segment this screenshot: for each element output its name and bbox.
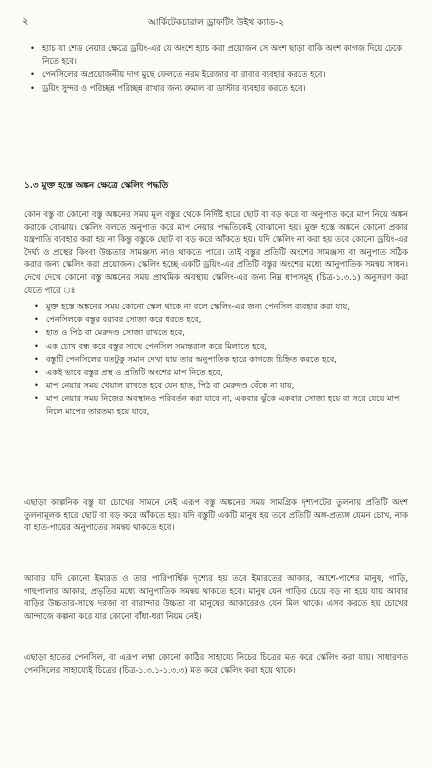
page-header <box>22 14 410 30</box>
tips-bullet-list <box>30 42 406 95</box>
list-item <box>30 42 406 67</box>
imaginary-object-paragraph: এছাড়া কাল্পনিক বস্তু যা চোখের সামনে নেই এরূপ বস্তু অঙ্কনের সময় সামগ্রিক দৃশ্যপটের তুলনায় প্রতিটি অংশ তুলনামূলক হারে ছোট বা বড় করে আঁকতে হয়। যদি বস্তুটি একটি মানুষ হয় তবে প্রতিটি অঙ্গ-প্রত্যঙ্গ যেমন চোখ, নাক বা হাত-পায়ের অনুপাতের সমন্বয় থাকতে হবে। <box>24 497 408 533</box>
bullet-icon: • <box>34 314 39 325</box>
list-item-text: মাপ নেয়ার সময় নিজের অবস্থানও পরিবর্তন করা যাবে না, একবার ঝুঁকে একবার সোজা হয়ে বা সরে যেয়ে মাপ নিলে মাপের তারতম্য হয়ে যাবে, <box>46 393 400 416</box>
list-item <box>34 392 406 417</box>
list-item <box>34 366 406 378</box>
list-item <box>34 300 406 312</box>
bullet-icon: • <box>30 82 35 93</box>
scaling-steps-list <box>34 300 406 418</box>
list-item-text: বস্তুটি পেনসিলের যতটুকু সমান দেখা যায় তার অনুপাতিক হারে কাগজে চিহ্নিত করতে হবে, <box>46 353 337 364</box>
bullet-icon: • <box>30 69 35 79</box>
running-title: আর্কিটেকচারাল ড্রাফটিং উইথ ক্যাড-২ <box>147 18 285 28</box>
list-item <box>34 340 406 352</box>
list-item-text: এক চোখ বন্ধ করে বস্তুর সাথে পেনসিল সমান্তরাল করে মিলাতে হবে, <box>46 340 267 351</box>
intro-paragraph: কোন বস্তু বা কোনো বস্তু অঙ্কনের সময় মূল বস্তুর থেকে নির্দিষ্ট হারে ছোট বা বড় করে বা অনুপাত করে মাপ নিয়ে অঙ্কন করাকে বোঝায়। স্কেলিং বলতে অনুপাত করে মাপ নেয়ার পদ্ধতিকেই বোঝানো হয়। মুক্ত হস্তে অঙ্কনে কোনো প্রকার যন্ত্রপাতি ব্যবহার করা হয় না কিন্তু বস্তুকে ছোট বা বড় করে আঁকতে হয়। যদি স্কেলিং না করা হয় তবে কোনো ড্রয়িং-এর দৈর্ঘ্য ও প্রস্থের কিংবা উচ্চতার সামঞ্জস্য নাও থাকতে পারে। তাই বস্তুর প্রতিটি অংশের সামঞ্জস্য বা অনুপাত সঠিক করার জন্য স্কেলিং করা প্রয়োজন। স্কেলিং হচ্ছে একটি ড্রয়িং-এর প্রতিটি বস্তুর অংশের মধ্যে আনুপাতিক সমন্বয় সাধন। দেখে দেখে কোনো বস্তু অঙ্কনের সময় প্রাথমিক অবস্থায় স্কেলিং-এর জন্য নিম্ন ধাপসমূহ (চিত্র-১.৩.১) অনুসরণ করা যেতে পারে ঃ <box>24 209 408 295</box>
building-paragraph: আবার যদি কোনো ইমারত ও তার পারিপার্শ্বিক দৃশ্যের হয় তবে ইমারতের আকার, আশে-পাশের মানুষ, গাড়ি, গাছপালার আকার, প্রভৃতির মধ্যে আনুপাতিক সমন্বয় থাকতে হবে। মানুষ যেন গাড়ির চেয়ে বড় না হয়ে যায় আবার বাড়ির উচ্চতার-সাথে দরজা বা বারান্দার উচ্চতা বা মানুষের আকারেরও যেন মিল থাকে। এসব করতে হয় চোখের আন্দাজে কল্পনা করে যার কোনো বাঁধা-ধরা নিয়ম নেই। <box>24 573 408 621</box>
bullet-icon: • <box>34 393 39 404</box>
bullet-icon: • <box>34 327 39 338</box>
list-item <box>34 353 406 365</box>
bullet-icon: • <box>34 353 39 364</box>
bullet-icon: • <box>34 367 39 378</box>
list-item-text: ড্রয়িং সুন্দর ও পরিচ্ছন্ন পরিচ্ছন্ন রাখার জন্য রুমাল বা ডাস্টার ব্যবহার করতে হবে। <box>42 82 306 93</box>
list-item <box>34 379 406 391</box>
bullet-icon: • <box>34 340 39 351</box>
section-heading: ১.৩ মুক্ত হস্তে অঙ্কন ক্ষেত্রে স্কেলিং পদ্ধতি <box>24 181 169 191</box>
list-item-text: মুক্ত হস্তে অঙ্কনের সময় কোনো স্কেল থাকে না বলে স্কেলিং-এর জন্য পেনসিল ব্যবহার করা যায়, <box>46 301 350 311</box>
list-item-text: হাত ও পিঠ বা মেরুদণ্ড সোজা রাখতে হবে, <box>46 327 185 338</box>
list-item-text: পেনসিলকে বস্তুর বরাবর সোজা করে ধরতে হবে, <box>46 314 202 325</box>
list-item-text: পেনসিলের অপ্রয়োজনীয় দাগ মুছে ফেলতে নরম ইরেজার বা রাবার ব্যবহার করতে হবে। <box>42 69 326 79</box>
list-item-text: একই ভাবে বস্তুর প্রস্থ ও প্রতিটি অংশের মাপ নিতে হবে, <box>46 367 224 378</box>
pencil-scaling-paragraph: এছাড়া হাতের পেনসিল, বা এরূপ লম্বা কোনো কাঠির সাহায্যে নিচের চিত্রের মত করে স্কেলিং করা যায়। সাধারণত পেনসিলের সাহায্যেই চিত্রের (চিত্র-১.৩.১-১.৩.৩) মত করে স্কেলিং করা হয়ে থাকে। <box>24 652 408 675</box>
list-item-text: হ্যাচ যা শেড নেয়ার ক্ষেত্রে ড্রয়িং-এর যে অংশে হ্যাচ করা প্রয়োজন সে অংশ ছাড়া বাকি অংশ কাগজ দিয়ে ঢেকে নিতে হবে। <box>42 43 403 66</box>
page-number: ২ <box>22 16 29 27</box>
list-item-text: মাপ নেয়ার সময় খেয়াল রাখতে হবে যেন হাত, পিঠ বা মেরুদণ্ড বেঁকে না যায়, <box>46 380 295 391</box>
list-item <box>30 82 406 95</box>
bullet-icon: • <box>30 43 35 53</box>
bullet-icon: • <box>34 301 39 311</box>
list-item <box>34 313 406 325</box>
bullet-icon: • <box>34 380 39 391</box>
list-item <box>30 68 406 81</box>
list-item <box>34 326 406 338</box>
